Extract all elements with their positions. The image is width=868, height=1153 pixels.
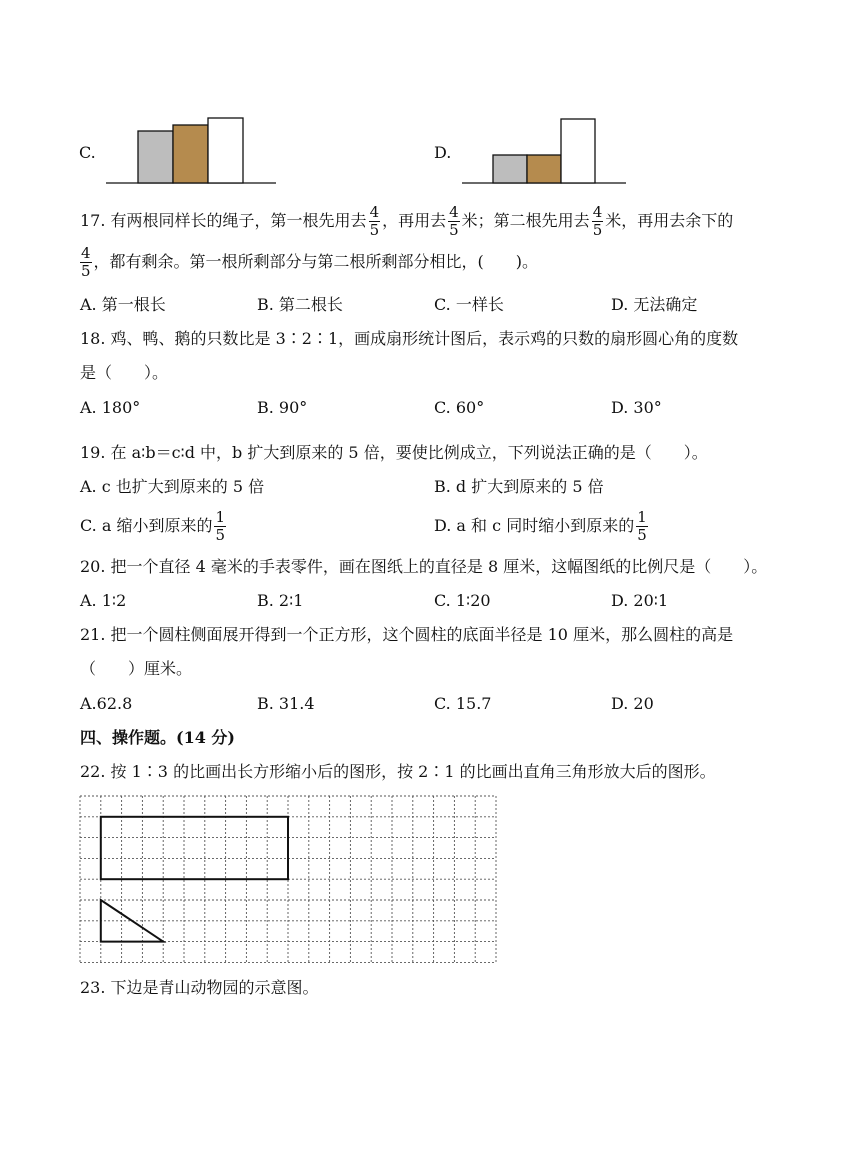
q18-line2: 是（ ）。 bbox=[80, 363, 169, 382]
q19-option-d-text: D. a 和 c 同时缩小到原来的 bbox=[434, 516, 635, 535]
q19-option-b[interactable]: B. d 扩大到原来的 5 倍 bbox=[434, 477, 604, 496]
q18-option-d[interactable]: D. 30° bbox=[611, 398, 662, 417]
q21-line2: （ ）厘米。 bbox=[80, 659, 193, 678]
q18-option-b[interactable]: B. 90° bbox=[257, 398, 308, 417]
rectangle-shape bbox=[101, 817, 288, 879]
q17-fraction-1: $\frac{4}{5}$ bbox=[369, 203, 380, 239]
q17-fraction-2: $\frac{4}{5}$ bbox=[449, 203, 459, 239]
q21-option-a[interactable]: A.62.8 bbox=[80, 694, 133, 713]
q17-option-d[interactable]: D. 无法确定 bbox=[611, 295, 698, 314]
q17-fraction-3: $\frac{4}{5}$ bbox=[592, 203, 603, 239]
q19-line1: 19. 在 a∶b＝c∶d 中，b 扩大到原来的 5 倍，要使比例成立，下列说法正确的是（ ）。 bbox=[80, 443, 708, 462]
q17-fraction-4: $\frac{4}{5}$ bbox=[81, 244, 91, 280]
q19-option-c-text: C. a 缩小到原来的 bbox=[80, 516, 213, 535]
q17-text-part4: 米，再用去余下的 bbox=[605, 211, 734, 230]
q17-number: 17. bbox=[80, 211, 106, 230]
q20-option-c[interactable]: C. 1∶20 bbox=[434, 591, 491, 610]
q21-option-b[interactable]: B. 31.4 bbox=[257, 694, 315, 713]
q20-option-b[interactable]: B. 2∶1 bbox=[257, 591, 304, 610]
q18-option-a[interactable]: A. 180° bbox=[80, 398, 141, 417]
q20-line1: 20. 把一个直径 4 毫米的手表零件，画在图纸上的直径是 8 厘米，这幅图纸的比例尺是（ ）。 bbox=[80, 557, 768, 576]
q22-line1: 22. 按 1∶3 的比画出长方形缩小后的图形，按 2∶1 的比画出直角三角形放大后的图形。 bbox=[80, 762, 716, 781]
q23-line1: 23. 下边是青山动物园的示意图。 bbox=[80, 978, 319, 997]
q21-option-d[interactable]: D. 20 bbox=[611, 694, 654, 713]
q19-option-c-fraction: $\frac{1}{5}$ bbox=[215, 508, 226, 544]
section-4-title: 四、操作题。(14 分) bbox=[80, 728, 235, 747]
q17-text-part1: 有两根同样长的绳子，第一根先用去 bbox=[110, 211, 367, 230]
q20-option-a[interactable]: A. 1∶2 bbox=[80, 591, 127, 610]
option-d-label: D. bbox=[434, 143, 452, 162]
q21-option-c[interactable]: C. 15.7 bbox=[434, 694, 492, 713]
q20-option-d[interactable]: D. 20∶1 bbox=[611, 591, 669, 610]
q17-text-part2: ，再用去 bbox=[382, 211, 447, 230]
q19-option-a[interactable]: A. c 也扩大到原来的 5 倍 bbox=[80, 477, 265, 496]
q17-option-b[interactable]: B. 第二根长 bbox=[257, 295, 343, 314]
q17-text-part5: ，都有剩余。第一根所剩部分与第二根所剩部分相比，( )。 bbox=[93, 252, 539, 271]
q19-option-d-fraction: $\frac{1}{5}$ bbox=[637, 508, 647, 544]
option-c-label: C. bbox=[79, 143, 96, 162]
q21-line1: 21. 把一个圆柱侧面展开得到一个正方形，这个圆柱的底面半径是 10 厘米，那么圆柱的高是 bbox=[80, 625, 734, 644]
q17-option-c[interactable]: C. 一样长 bbox=[434, 295, 504, 314]
q18-option-c[interactable]: C. 60° bbox=[434, 398, 485, 417]
q17-option-a[interactable]: A. 第一根长 bbox=[80, 295, 166, 314]
q18-line1: 18. 鸡、鸭、鹅的只数比是 3∶2∶1，画成扇形统计图后，表示鸡的只数的扇形圆心角的度数 bbox=[80, 329, 739, 348]
q17-text-part3: 米；第二根先用去 bbox=[461, 211, 590, 230]
